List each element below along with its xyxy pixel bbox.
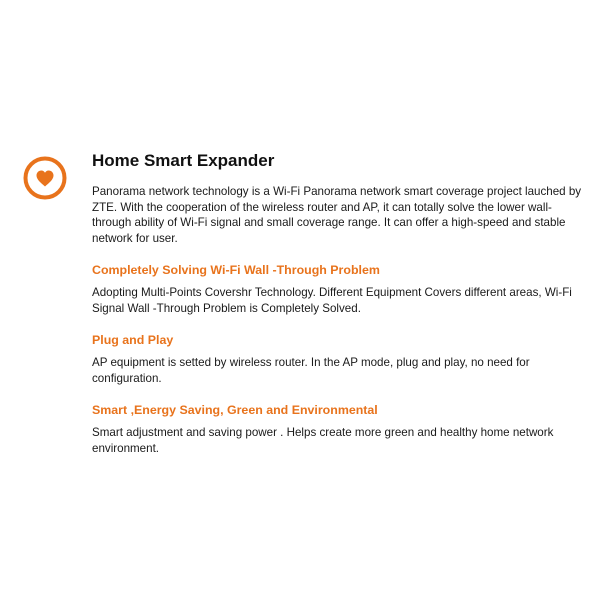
feature-content [92,150,582,456]
section-heading: Plug and Play [92,333,174,347]
heart-icon [22,155,68,201]
feature-section-plug-and-play [92,332,582,386]
intro-paragraph: Panorama network technology is a Wi-Fi Panorama network smart coverage project lauched by ZTE. With the cooperation of the wireless router and AP, it can totally solve the lower wall-through ability of Wi-Fi signal and small coverage range. It can offer a high-speed and stable network for user. [92,185,582,245]
section-body: Smart adjustment and saving power . Helps create more green and healthy home network environment. [92,426,554,455]
section-body: AP equipment is setted by wireless router. In the AP mode, plug and play, no need for configuration. [92,356,530,385]
section-heading: Completely Solving Wi-Fi Wall -Through Problem [92,263,380,277]
heart-badge [22,155,68,201]
page-title: Home Smart Expander [92,151,275,170]
section-body: Adopting Multi-Points Covershr Technology. Different Equipment Covers different areas, Wi-Fi Signal Wall -Through Problem is Completely Solved. [92,286,572,315]
feature-section-wall-through [92,262,582,316]
feature-section-energy-saving [92,402,582,456]
section-heading: Smart ,Energy Saving, Green and Environmental [92,403,378,417]
